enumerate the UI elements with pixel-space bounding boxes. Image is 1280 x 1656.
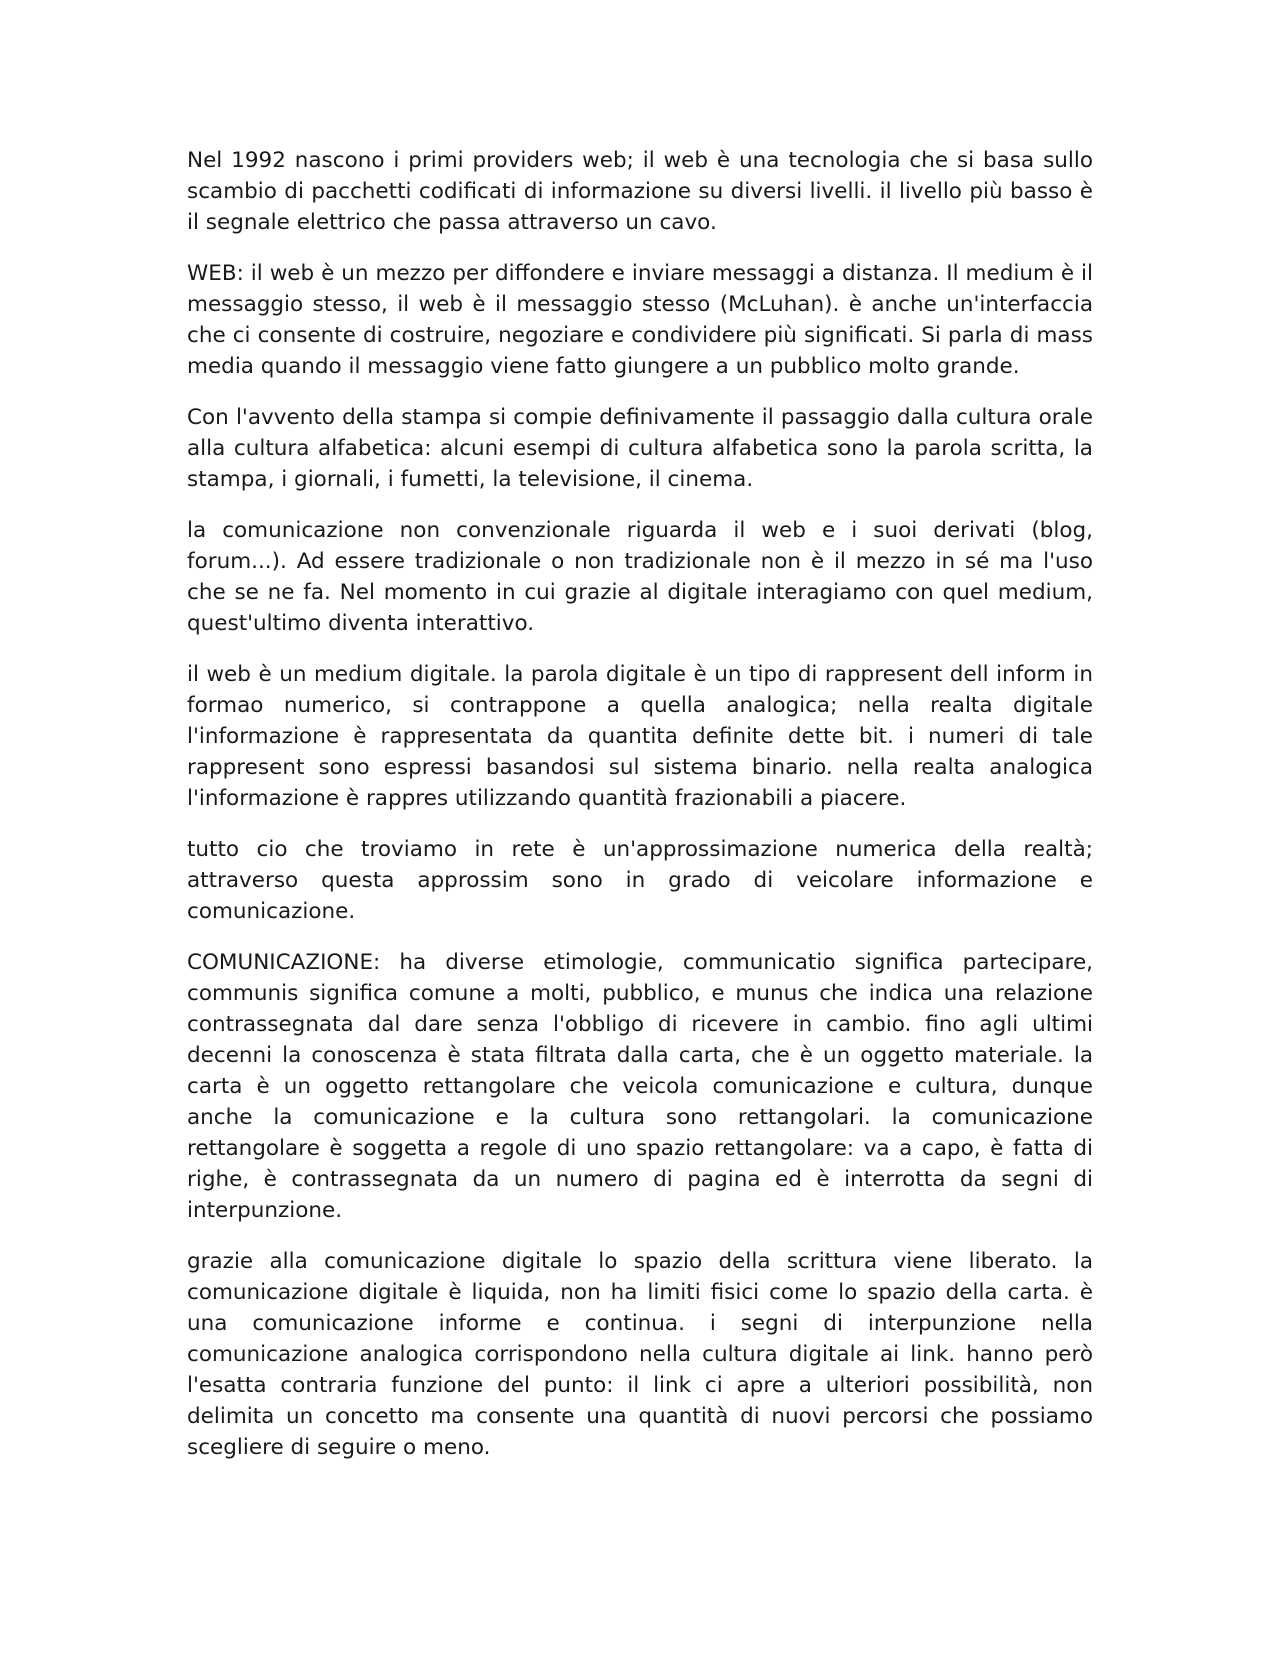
paragraph-web-definition: WEB: il web è un mezzo per diffondere e inviare messaggi a distanza. Il medium è il messaggio stesso, il web è il messaggio stesso (McLuhan). è anche un'interfaccia che ci consente di costruire, negoziare e condividere più significati. Si parla di mass media quando il messaggio viene fatto giungere a un pubblico molto grande. — [187, 261, 1093, 379]
paragraph-comunicazione-digitale: grazie alla comunicazione digitale lo spazio della scrittura viene liberato. la comunicazione digitale è liquida, non ha limiti fisici come lo spazio della carta. è una comunicazione informe e continua. i segni di interpunzione nella comunicazione analogica corrispondono nella cultura digitale ai link. hanno però l'esatta contraria funzione del punto: il link ci apre a ulteriori possibilità, non delimita un concetto ma consente una quantità di nuovi percorsi che possiamo scegliere di seguire o meno. — [187, 1249, 1093, 1460]
paragraph-comunicazione-etimologie: COMUNICAZIONE: ha diverse etimologie, communicatio significa partecipare, communis significa comune a molti, pubblico, e munus che indica una relazione contrassegnata dal dare senza l'obbligo di ricevere in cambio. fino agli ultimi decenni la conoscenza è stata filtrata dalla carta, che è un oggetto materiale. la carta è un oggetto rettangolare che veicola comunicazione e cultura, dunque anche la comunicazione e la cultura sono rettangolari. la comunicazione rettangolare è soggetta a regole di uno spazio rettangolare: va a capo, è fatta di righe, è contrassegnata da un numero di pagina ed è interrotta da segni di interpunzione. — [187, 950, 1093, 1223]
paragraph-medium-digitale: il web è un medium digitale. la parola digitale è un tipo di rappresent dell inform in formao numerico, si contrappone a quella analogica; nella realta digitale l'informazione è rappresentata da quantita definite dette bit. i numeri di tale rappresent sono espressi basandosi sul sistema binario. nella realta analogica l'informazione è rappres utilizzando quantità frazionabili a piacere. — [187, 662, 1093, 811]
paragraph-stampa: Con l'avvento della stampa si compie definivamente il passaggio dalla cultura orale alla cultura alfabetica: alcuni esempi di cultura alfabetica sono la parola scritta, la stampa, i giornali, i fumetti, la televisione, il cinema. — [187, 405, 1093, 492]
paragraph-comunicazione-non-convenzionale: la comunicazione non convenzionale riguarda il web e i suoi derivati (blog, forum...). Ad essere tradizionale o non tradizionale non è il mezzo in sé ma l'uso che se ne fa. Nel momento in cui grazie al digitale interagiamo con quel medium, quest'ultimo diventa interattivo. — [187, 518, 1093, 636]
paragraph-providers-web: Nel 1992 nascono i primi providers web; il web è una tecnologia che si basa sullo scambio di pacchetti codificati di informazione su diversi livelli. il livello più basso è il segnale elettrico che passa attraverso un cavo. — [187, 148, 1093, 235]
document-body — [187, 145, 1093, 1483]
paragraph-approssimazione: tutto cio che troviamo in rete è un'approssimazione numerica della realtà; attraverso questa approssim sono in grado di veicolare informazione e comunicazione. — [187, 837, 1093, 924]
